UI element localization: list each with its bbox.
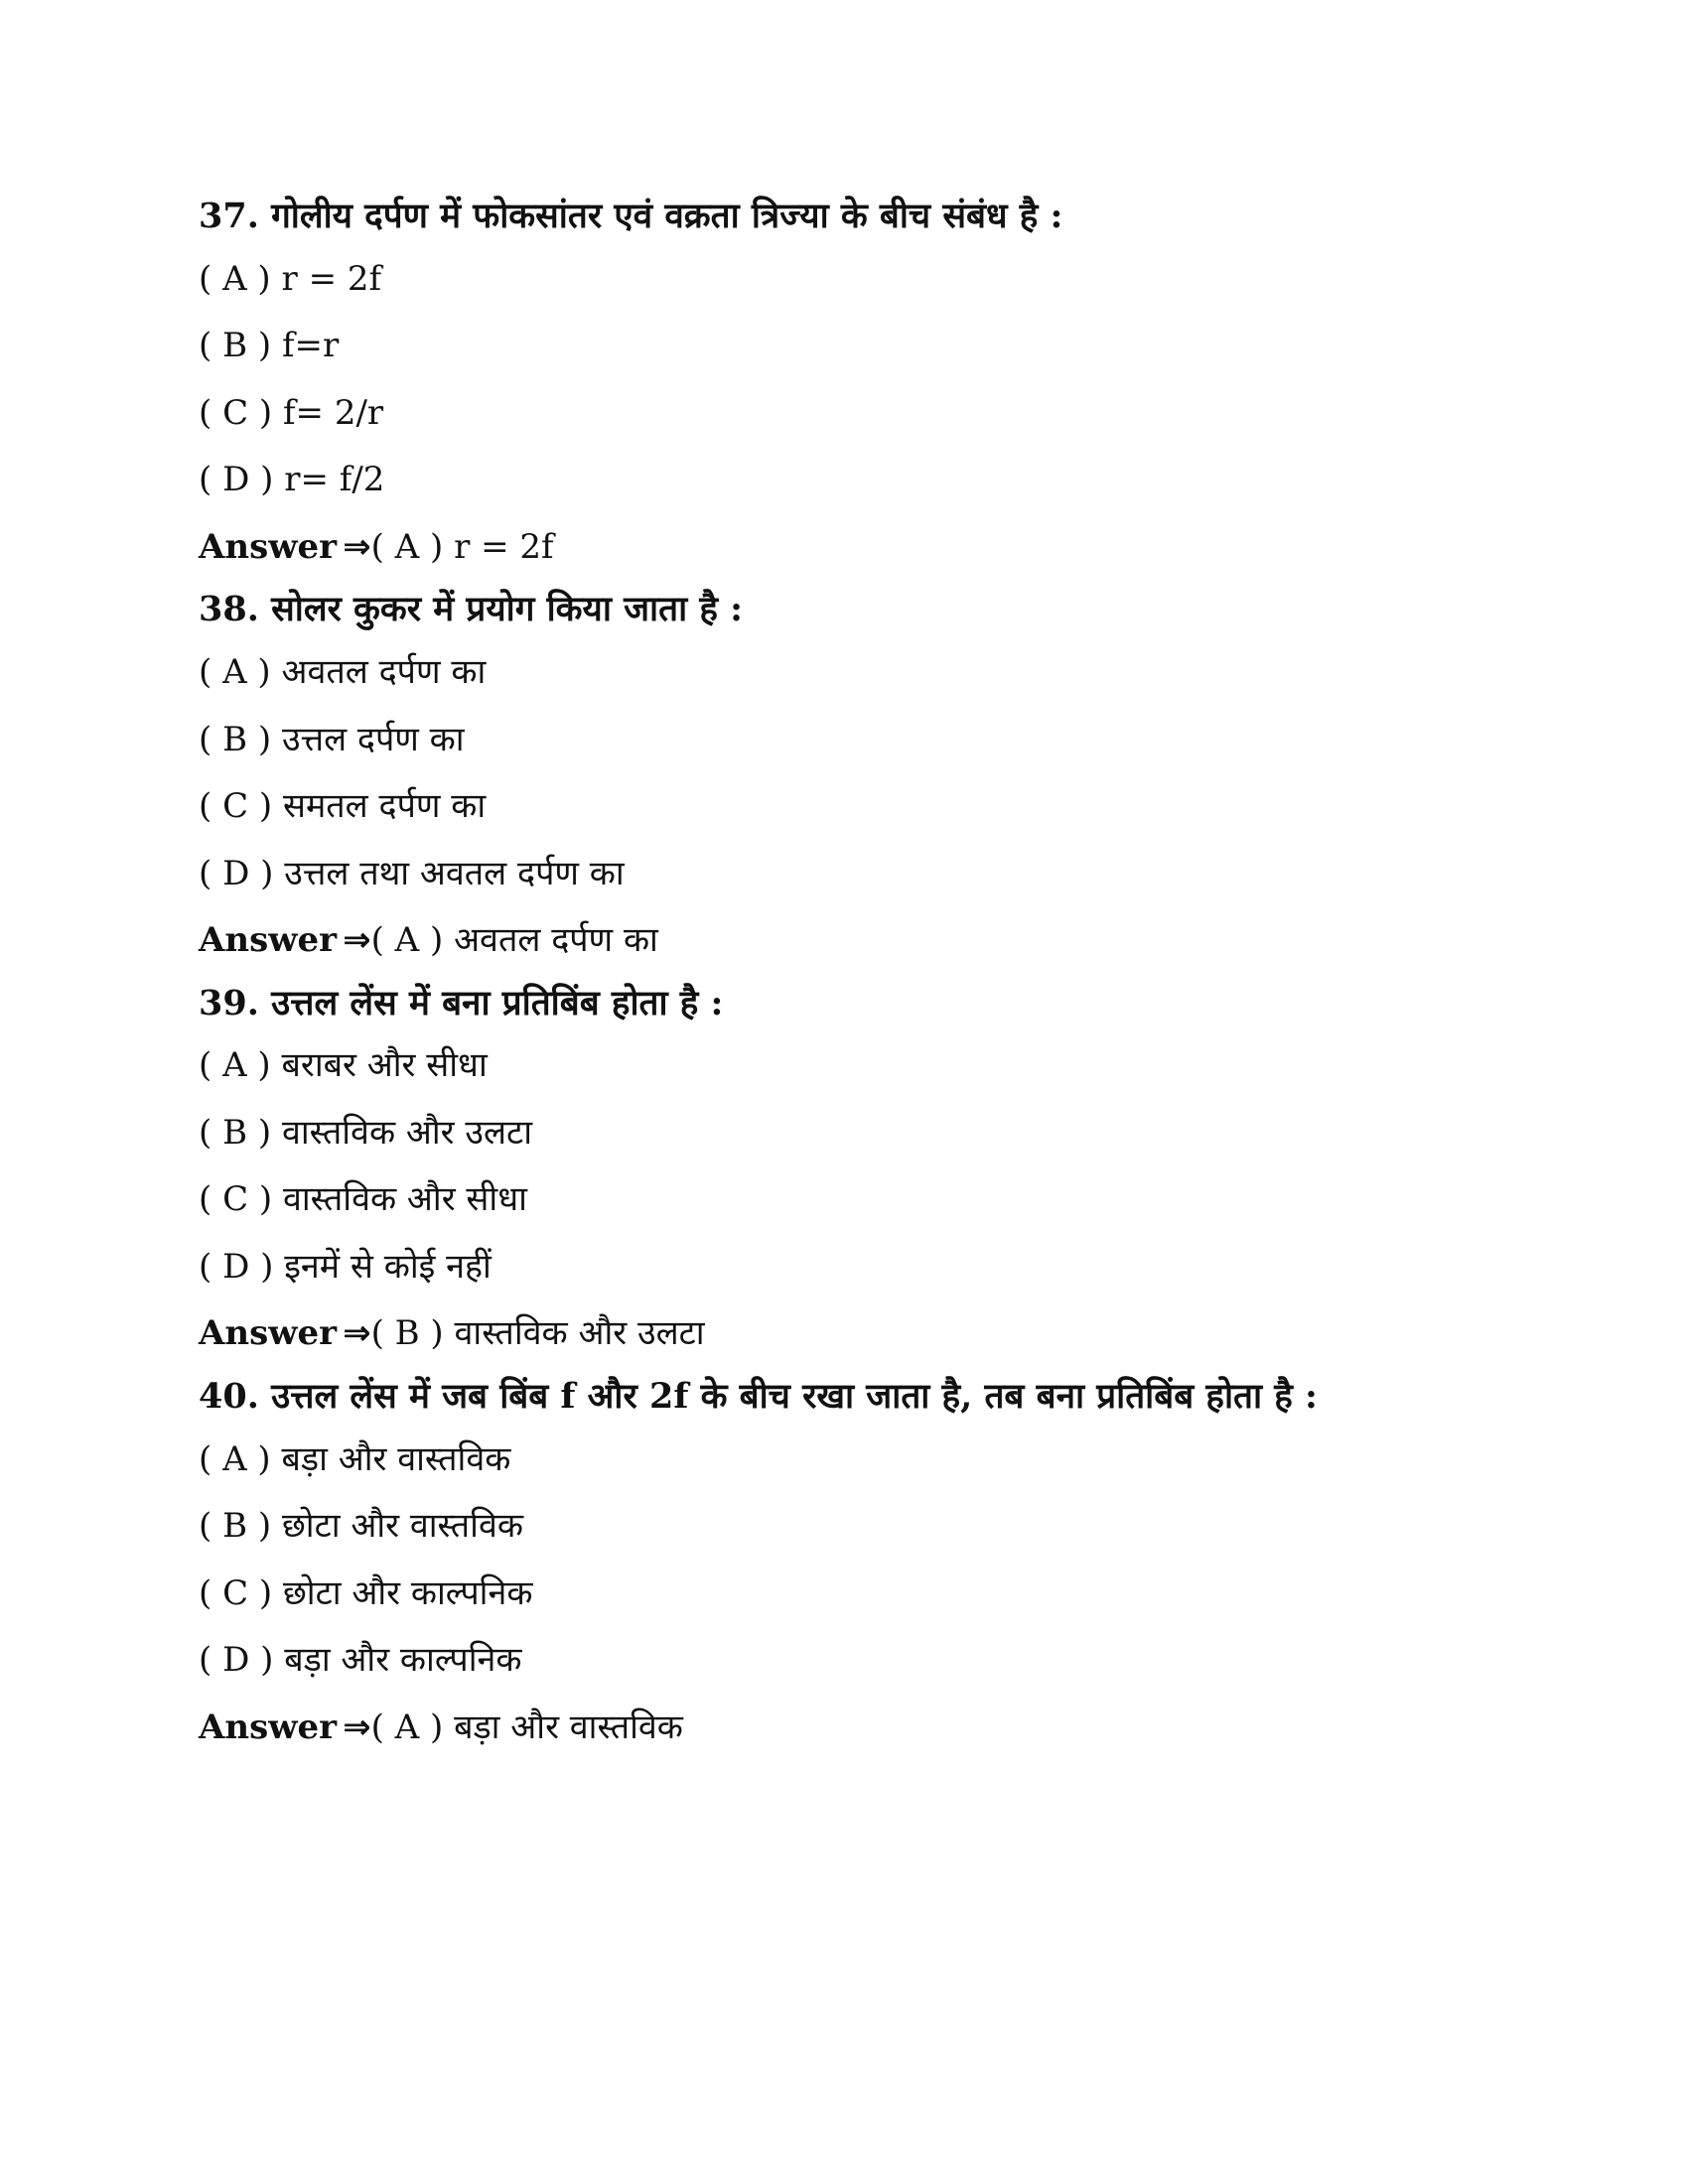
question-37 <box>199 195 1549 568</box>
question-title <box>199 1375 1549 1419</box>
question-39 <box>199 982 1549 1355</box>
option-d: ( D ) r= f/2 <box>199 460 385 500</box>
question-sheet <box>199 195 1549 1768</box>
answer-label: Answer <box>199 1706 338 1747</box>
answer-text: ( A ) अवतल दर्पण का <box>370 920 658 960</box>
question-number: 37. <box>199 196 259 236</box>
question-title <box>199 195 1549 238</box>
answer-label: Answer <box>199 526 338 567</box>
question-text: उत्तल लेंस में जब बिंब f और 2f के बीच रखा जाता है, तब बना प्रतिबिंब होता है : <box>271 1375 1318 1417</box>
answer-text: ( B ) वास्तविक और उलटा <box>370 1313 705 1354</box>
option-d: ( D ) उत्तल तथा अवतल दर्पण का <box>199 853 625 893</box>
option-c: ( C ) छोटा और काल्पनिक <box>199 1572 533 1613</box>
answer-label: Answer <box>199 1313 338 1354</box>
question-title <box>199 982 1549 1025</box>
question-title <box>199 588 1549 631</box>
answer-text: ( A ) बड़ा और वास्तविक <box>370 1706 683 1747</box>
question-40 <box>199 1375 1549 1748</box>
answer-line <box>199 1312 1549 1355</box>
question-number: 40. <box>199 1375 259 1417</box>
option-d: ( D ) इनमें से कोई नहीं <box>199 1246 492 1287</box>
arrow-icon: ⇒ <box>343 920 371 960</box>
answer-line <box>199 919 1549 962</box>
option-a: ( A ) अवतल दर्पण का <box>199 652 487 692</box>
answer-line <box>199 1706 1549 1749</box>
arrow-icon: ⇒ <box>343 1313 371 1354</box>
option-c: ( C ) वास्तविक और सीधा <box>199 1179 527 1220</box>
option-a: ( A ) r = 2f <box>199 258 382 299</box>
question-number: 38. <box>199 589 259 630</box>
question-number: 39. <box>199 982 259 1024</box>
answer-label: Answer <box>199 920 338 960</box>
arrow-icon: ⇒ <box>343 1706 371 1747</box>
option-a: ( A ) बड़ा और वास्तविक <box>199 1438 511 1479</box>
option-b: ( B ) वास्तविक और उलटा <box>199 1112 533 1153</box>
option-b: ( B ) f=r <box>199 326 340 366</box>
question-38 <box>199 588 1549 961</box>
question-text: गोलीय दर्पण में फोकसांतर एवं वक्रता त्रिज्या के बीच संबंध है : <box>271 196 1063 236</box>
arrow-icon: ⇒ <box>343 526 371 567</box>
question-text: सोलर कुकर में प्रयोग किया जाता है : <box>271 589 744 630</box>
option-b: ( B ) उत्तल दर्पण का <box>199 719 465 759</box>
option-c: ( C ) f= 2/r <box>199 392 384 433</box>
option-a: ( A ) बराबर और सीधा <box>199 1045 488 1086</box>
option-c: ( C ) समतल दर्पण का <box>199 786 487 826</box>
answer-line <box>199 526 1549 569</box>
answer-text: ( A ) r = 2f <box>370 526 554 567</box>
option-d: ( D ) बड़ा और काल्पनिक <box>199 1640 522 1680</box>
question-text: उत्तल लेंस में बना प्रतिबिंब होता है : <box>271 982 724 1024</box>
option-b: ( B ) छोटा और वास्तविक <box>199 1506 523 1546</box>
